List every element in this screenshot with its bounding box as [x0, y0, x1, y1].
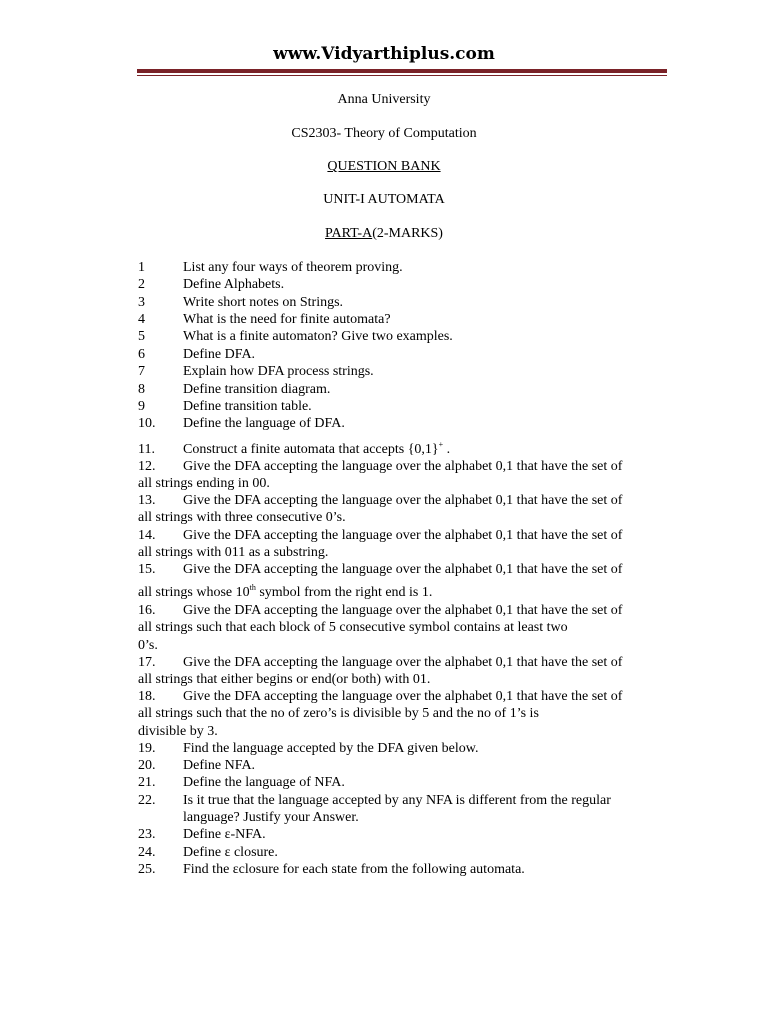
question-text: Define Alphabets. — [183, 277, 285, 292]
question-continuation: all strings ending in 00. — [138, 476, 270, 491]
question-text: Define transition table. — [183, 399, 312, 414]
question-number: 5 — [138, 329, 145, 344]
question-text: Is it true that the language accepted by any NFA is different from the regular — [183, 793, 611, 808]
question-continuation: all strings such that the no of zero’s is divisible by 5 and the no of 1’s is — [138, 706, 539, 721]
question-number: 8 — [138, 382, 145, 397]
part-marks: (2-MARKS) — [372, 226, 443, 241]
question-number: 11. — [138, 442, 155, 457]
question-continuation: 0’s. — [138, 638, 158, 653]
question-text: Define DFA. — [183, 347, 256, 362]
question-number: 2 — [138, 277, 145, 292]
question-text-main: Construct a finite automata that accepts {0,1} — [183, 442, 439, 457]
question-number: 16. — [138, 603, 156, 618]
question-number: 15. — [138, 562, 156, 577]
question-number: 21. — [138, 775, 156, 790]
question-continuation: all strings with three consecutive 0’s. — [138, 510, 346, 525]
header-rule — [137, 69, 667, 73]
question-number: 19. — [138, 741, 156, 756]
unit-title: UNIT-I AUTOMATA — [323, 192, 445, 207]
question-text: Give the DFA accepting the language over the alphabet 0,1 that have the set of — [183, 689, 623, 704]
question-number: 12. — [138, 459, 156, 474]
question-number: 25. — [138, 862, 156, 877]
question-text: Define the language of DFA. — [183, 416, 345, 431]
question-number: 22. — [138, 793, 156, 808]
question-text: Give the DFA accepting the language over the alphabet 0,1 that have the set of — [183, 459, 623, 474]
question-number: 24. — [138, 845, 156, 860]
question-text: Find the εclosure for each state from the following automata. — [183, 862, 525, 877]
question-text: Define transition diagram. — [183, 382, 331, 397]
site-header: www.Vidyarthiplus.com — [273, 44, 495, 64]
bank-title: QUESTION BANK — [327, 159, 441, 174]
question-number: 13. — [138, 493, 156, 508]
question-continuation: all strings such that each block of 5 consecutive symbol contains at least two — [138, 620, 568, 635]
question-text: Explain how DFA process strings. — [183, 364, 374, 379]
question-text: Write short notes on Strings. — [183, 295, 344, 310]
question-text-end: . — [443, 442, 451, 457]
question-text — [183, 441, 450, 459]
question-text: Define NFA. — [183, 758, 256, 773]
question-number: 4 — [138, 312, 145, 327]
question-text: Define the language of NFA. — [183, 775, 345, 790]
question-number: 20. — [138, 758, 156, 773]
question-text: Define ε-NFA. — [183, 827, 266, 842]
question-text: Give the DFA accepting the language over the alphabet 0,1 that have the set of — [183, 655, 623, 670]
question-text: List any four ways of theorem proving. — [183, 260, 403, 275]
question-text: Give the DFA accepting the language over the alphabet 0,1 that have the set of — [183, 493, 623, 508]
question-number: 1 — [138, 260, 145, 275]
question-number: 18. — [138, 689, 156, 704]
course-title: CS2303- Theory of Computation — [291, 126, 477, 141]
question-text: What is the need for finite automata? — [183, 312, 391, 327]
question-continuation: all strings that either begins or end(or both) with 01. — [138, 672, 431, 687]
question-number: 23. — [138, 827, 156, 842]
question-continuation: language? Justify your Answer. — [183, 810, 359, 825]
question-number: 3 — [138, 295, 145, 310]
university-name: Anna University — [337, 92, 431, 107]
question-text: Give the DFA accepting the language over the alphabet 0,1 that have the set of — [183, 562, 623, 577]
question-text: Give the DFA accepting the language over the alphabet 0,1 that have the set of — [183, 603, 623, 618]
question-number: 9 — [138, 399, 145, 414]
question-continuation-b: symbol from the right end is 1. — [255, 585, 433, 600]
question-text: Find the language accepted by the DFA given below. — [183, 741, 479, 756]
question-number: 10. — [138, 416, 156, 431]
question-continuation-a: all strings whose 10 — [138, 585, 250, 600]
question-continuation — [138, 584, 432, 602]
question-number: 14. — [138, 528, 156, 543]
superscript-plus: + — [438, 440, 444, 449]
header-rule-thin — [137, 75, 667, 76]
question-number: 17. — [138, 655, 156, 670]
part-title — [0, 226, 768, 242]
superscript-th: th — [249, 583, 256, 592]
question-number: 7 — [138, 364, 145, 379]
question-continuation: divisible by 3. — [138, 724, 218, 739]
part-label: PART-A — [325, 226, 373, 241]
question-continuation: all strings with 011 as a substring. — [138, 545, 329, 560]
question-text: Give the DFA accepting the language over the alphabet 0,1 that have the set of — [183, 528, 623, 543]
question-number: 6 — [138, 347, 145, 362]
question-text: Define ε closure. — [183, 845, 278, 860]
question-text: What is a finite automaton? Give two examples. — [183, 329, 453, 344]
